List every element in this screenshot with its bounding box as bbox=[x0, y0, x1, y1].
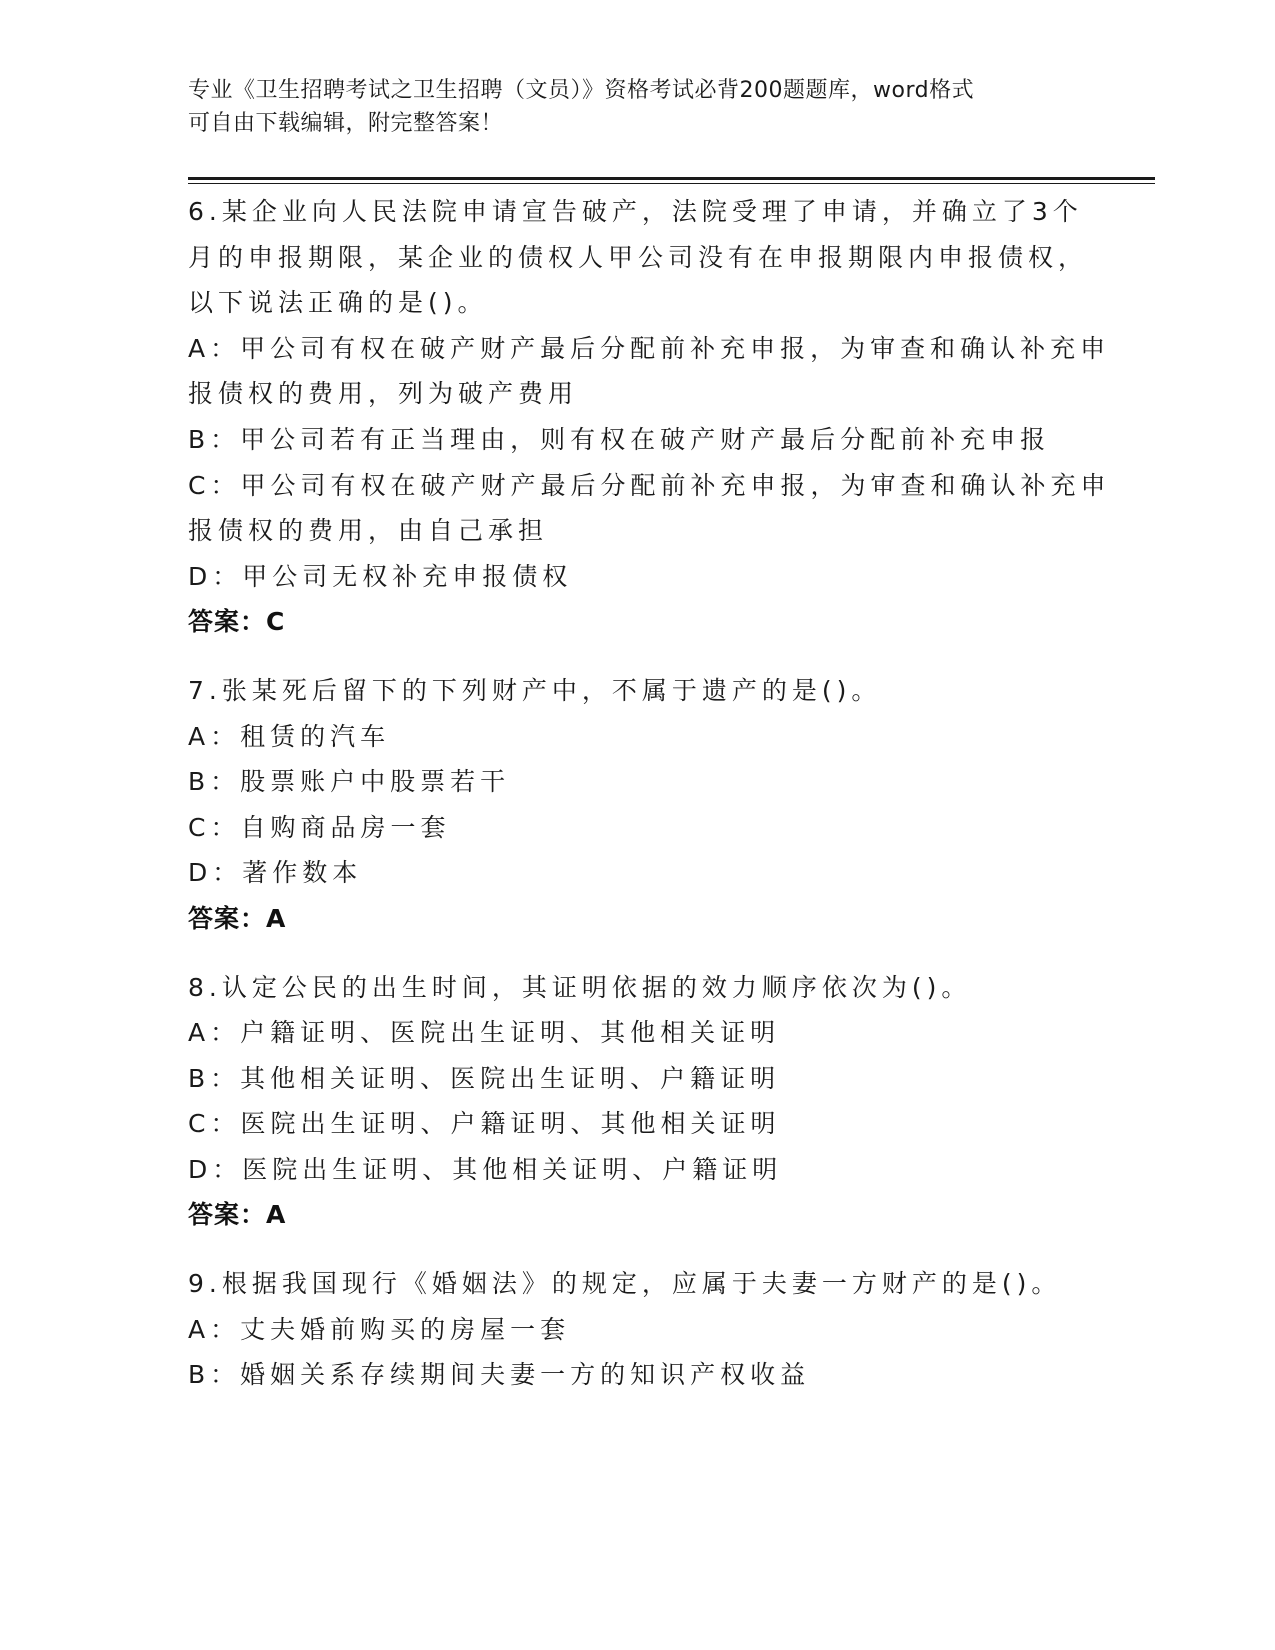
question-list bbox=[188, 189, 1111, 1421]
header-line-1: 专业《卫生招聘考试之卫生招聘（文员）》资格考试必背200题题库，word格式 bbox=[188, 78, 975, 103]
option-b-line: B：股票账户中股票若干 bbox=[188, 767, 511, 797]
answer-label: 答案：A bbox=[188, 903, 287, 933]
question-9 bbox=[188, 1261, 1108, 1398]
question-stem-line: 7.张某死后留下的下列财产中，不属于遗产的是()。 bbox=[188, 675, 882, 705]
option-c-line: C：自购商品房一套 bbox=[188, 812, 451, 842]
document-header bbox=[188, 74, 1088, 140]
option-d-line: D：甲公司无权补充申报债权 bbox=[188, 561, 573, 591]
option-d-line: D：医院出生证明、其他相关证明、户籍证明 bbox=[188, 1154, 783, 1184]
question-stem-line: 以下说法正确的是()。 bbox=[188, 288, 488, 318]
header-divider-thick bbox=[188, 177, 1155, 180]
option-a-line: 报债权的费用，列为破产费用 bbox=[188, 379, 579, 409]
question-stem-line: 8.认定公民的出生时间，其证明依据的效力顺序依次为()。 bbox=[188, 972, 972, 1002]
header-line-2: 可自由下载编辑，附完整答案！ bbox=[188, 111, 504, 136]
option-a-line: A：甲公司有权在破产财产最后分配前补充申报，为审查和确认补充申 bbox=[188, 333, 1111, 363]
header-divider-thin bbox=[188, 183, 1155, 184]
option-b-line: B：甲公司若有正当理由，则有权在破产财产最后分配前补充申报 bbox=[188, 424, 1051, 454]
option-a-line: A：丈夫婚前购买的房屋一套 bbox=[188, 1314, 571, 1344]
option-a-line: A：租赁的汽车 bbox=[188, 721, 391, 751]
option-a-line: A：户籍证明、医院出生证明、其他相关证明 bbox=[188, 1018, 781, 1048]
option-b-line: B：其他相关证明、医院出生证明、户籍证明 bbox=[188, 1063, 781, 1093]
option-c-line: C：甲公司有权在破产财产最后分配前补充申报，为审查和确认补充申 bbox=[188, 470, 1111, 500]
option-c-line: 报债权的费用，由自己承担 bbox=[188, 516, 549, 546]
answer-label: 答案：A bbox=[188, 1200, 287, 1230]
answer-label: 答案：C bbox=[188, 607, 286, 637]
option-c-line: C：医院出生证明、户籍证明、其他相关证明 bbox=[188, 1109, 781, 1139]
question-stem-line: 月的申报期限，某企业的债权人甲公司没有在申报期限内申报债权， bbox=[188, 242, 1089, 272]
option-d-line: D：著作数本 bbox=[188, 858, 363, 888]
question-stem-line: 9.根据我国现行《婚姻法》的规定，应属于夫妻一方财产的是()。 bbox=[188, 1269, 1062, 1299]
question-stem-line: 6.某企业向人民法院申请宣告破产，法院受理了申请，并确立了3个 bbox=[188, 197, 1083, 226]
question-8 bbox=[188, 965, 1108, 1239]
question-6 bbox=[188, 189, 1111, 645]
question-7 bbox=[188, 668, 1108, 942]
option-b-line: B：婚姻关系存续期间夫妻一方的知识产权收益 bbox=[188, 1360, 811, 1390]
